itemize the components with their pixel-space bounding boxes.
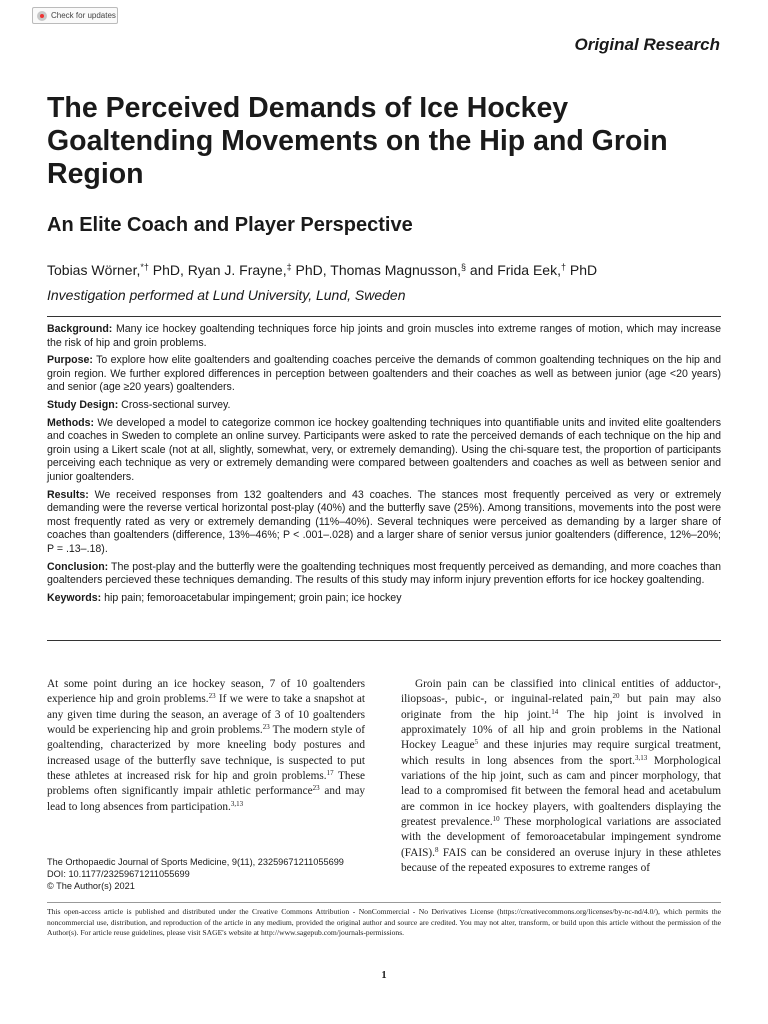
abstract-label: Keywords: <box>47 591 102 604</box>
affiliation-marks: ‡ <box>286 262 292 272</box>
body-text: FAIS can be considered an overuse injury in these athletes because of the repeated exposures to extreme ranges of <box>401 846 721 875</box>
citation-ref[interactable]: 23 <box>262 723 270 732</box>
license-notice: This open-access article is published and distributed under the Creative Commons Attribution - NonCommercial - No Derivatives License (https://creativecommons.org/licenses/by-nc-nd/4.0/), which permits the noncommercial use, distribution, and reproduction of the article in any medium, provided the original author and source are credited. You may not alter, transform, or build upon this article without the permission of the Author(s). For article reuse guidelines, please visit SAGE's website at http://www.sagepub.com/journals-permissions. <box>47 907 721 938</box>
body-column-left <box>47 677 365 815</box>
body-column-right <box>401 677 721 876</box>
footer-divider <box>47 902 721 903</box>
citation-ref[interactable]: 23 <box>208 692 216 701</box>
abstract-text: We developed a model to categorize common ice hockey goaltending techniques into quantifiable units and invited elite goaltenders and coaches in Sweden to complete an online survey. Participants were asked to rate the perceived demands of each technique on the hip and groin using a Likert scale (not at all, slightly, somewhat, very, or extremely demanding). Using the chi-square test, the proportion of participants perceiving each technique as very or extremely demanding were compared between goaltenders and coaches as well as between senior and junior goaltenders. <box>47 416 721 483</box>
body-text: and these injuries may require surgical treatment, which results in long absences from the sport. <box>401 739 721 767</box>
author-list <box>47 262 597 278</box>
article-subtitle: An Elite Coach and Player Perspective <box>47 214 413 236</box>
author-suffix: PhD, <box>291 262 331 278</box>
body-text: but pain may also originate from the hip joint. <box>401 693 721 721</box>
citation-ref[interactable]: 3,13 <box>230 799 244 808</box>
abstract-methods <box>47 417 721 485</box>
abstract-background <box>47 323 721 350</box>
abstract-purpose <box>47 354 721 395</box>
abstract-text: Cross-sectional survey. <box>118 398 231 411</box>
abstract-study-design <box>47 399 721 413</box>
article-title: The Perceived Demands of Ice Hockey Goaltending Movements on the Hip and Groin Region <box>47 92 668 190</box>
body-text: Morphological variations of the hip joint, such as cam and pincer morphology, that lead to a compromised fit between the femoral head and acetabulum are common in ice hockey players, with goaltenders displaying the greatest prevalence. <box>401 754 721 829</box>
abstract-text: The post-play and the butterfly were the goaltending techniques most frequently perceived as demanding, and more coaches than goaltenders percieved these techniques demanding. The results of this study may inform injury prevention efforts for ice hockey goaltending. <box>47 560 721 587</box>
body-text: and may lead to long absences from participation. <box>47 785 365 813</box>
abstract-text: Many ice hockey goaltending techniques force hip joints and groin muscles into extreme ranges of motion, which may increase the risk of hip and groin problems. <box>47 323 721 349</box>
abstract-conclusion <box>47 561 721 588</box>
abstract-top-divider <box>47 316 721 317</box>
affiliation-marks: § <box>461 262 467 272</box>
abstract-text: hip pain; femoroacetabular impingement; groin pain; ice hockey <box>101 591 402 604</box>
citation-ref[interactable]: 10 <box>492 815 500 824</box>
abstract-text: We received responses from 132 goaltenders and 43 coaches. The stances most frequently perceived as very or extremely demanding were the reverse vertical horizontal post-play (40%) and the butterfly save (25%). Among transitions, movements into the post were most frequently rated as very or extremely demanding (11%–40%). Several techniques were perceived as demanding by a larger share of coaches than goaltenders (difference, 13%–46%; P < .001–.028) and a larger share of senior versus junior goaltenders (difference, 12%–20%; P = .13–.18). <box>47 488 721 555</box>
journal-copyright: © The Author(s) 2021 <box>47 881 135 891</box>
abstract-label: Results: <box>47 488 89 501</box>
abstract-keywords <box>47 592 721 606</box>
body-text: Groin pain can be classified into clinical entities of adductor-, iliopsoas-, pubic-, or inguinal-related pain, <box>401 678 721 706</box>
journal-info <box>47 856 344 892</box>
abstract <box>47 323 721 609</box>
body-text: These problems often significantly impair athletic performance <box>47 770 366 798</box>
abstract-label: Conclusion: <box>47 560 109 573</box>
citation-ref[interactable]: 14 <box>551 707 559 716</box>
abstract-label: Purpose: <box>47 354 93 367</box>
journal-doi[interactable]: DOI: 10.1177/23259671211055699 <box>47 869 190 879</box>
citation-ref[interactable]: 23 <box>312 784 320 793</box>
author-name[interactable]: Thomas Magnusson, <box>330 262 462 278</box>
author-suffix: PhD, <box>148 262 188 278</box>
author-suffix: PhD <box>566 262 598 278</box>
body-text: If we were to take a snapshot at any given time during the season, an average of 3 of 10 goaltenders would be experiencing hip and groin problems. <box>47 693 365 737</box>
article-type-label: Original Research <box>574 35 720 54</box>
abstract-results <box>47 489 721 557</box>
citation-ref[interactable]: 5 <box>474 738 479 747</box>
abstract-label: Study Design: <box>47 398 119 411</box>
page-number: 1 <box>381 970 387 981</box>
affiliation-marks: † <box>561 262 567 272</box>
author-suffix: and <box>466 262 498 278</box>
abstract-bottom-divider <box>47 640 721 641</box>
body-text: The hip joint is involved in approximately 10% of all hip and groin problems in the National Hockey League <box>401 708 721 752</box>
author-name[interactable]: Tobias Wörner, <box>47 262 141 278</box>
citation-ref[interactable]: 8 <box>435 845 439 854</box>
citation-ref[interactable]: 3,13 <box>634 753 648 762</box>
abstract-label: Background: <box>47 323 113 335</box>
abstract-label: Methods: <box>47 416 95 429</box>
body-text: The modern style of goaltending, characterized by more kneeling body postures and increased usage of the butterfly save technique, is suspected to put these athletes at increased risk for hip and groin problems. <box>47 724 365 783</box>
institution-line: Investigation performed at Lund University, Lund, Sweden <box>47 287 406 303</box>
citation-ref[interactable]: 17 <box>326 769 334 778</box>
update-check-icon <box>37 11 47 21</box>
affiliation-marks: *† <box>140 262 149 272</box>
check-for-updates-label: Check for updates <box>51 11 116 20</box>
journal-citation: The Orthopaedic Journal of Sports Medicine, 9(11), 23259671211055699 <box>47 857 344 867</box>
citation-ref[interactable]: 20 <box>612 692 620 701</box>
check-for-updates-badge[interactable] <box>32 7 118 24</box>
body-text: At some point during an ice hockey season, 7 of 10 goaltenders experience hip and groin problems. <box>47 678 365 706</box>
body-text: These morphological variations are associated with the development of femoroacetabular impingement syndrome (FAIS). <box>401 816 721 859</box>
author-name[interactable]: Frida Eek, <box>497 262 561 278</box>
abstract-text: To explore how elite goaltenders and goaltending coaches perceive the demands of common goaltending techniques on the hip and groin region. We further explored differences in perception between goaltenders and their coaches as well as between junior (age <20 years) and senior (age ≥20 years) goaltenders. <box>47 354 721 394</box>
author-name[interactable]: Ryan J. Frayne, <box>187 262 287 278</box>
